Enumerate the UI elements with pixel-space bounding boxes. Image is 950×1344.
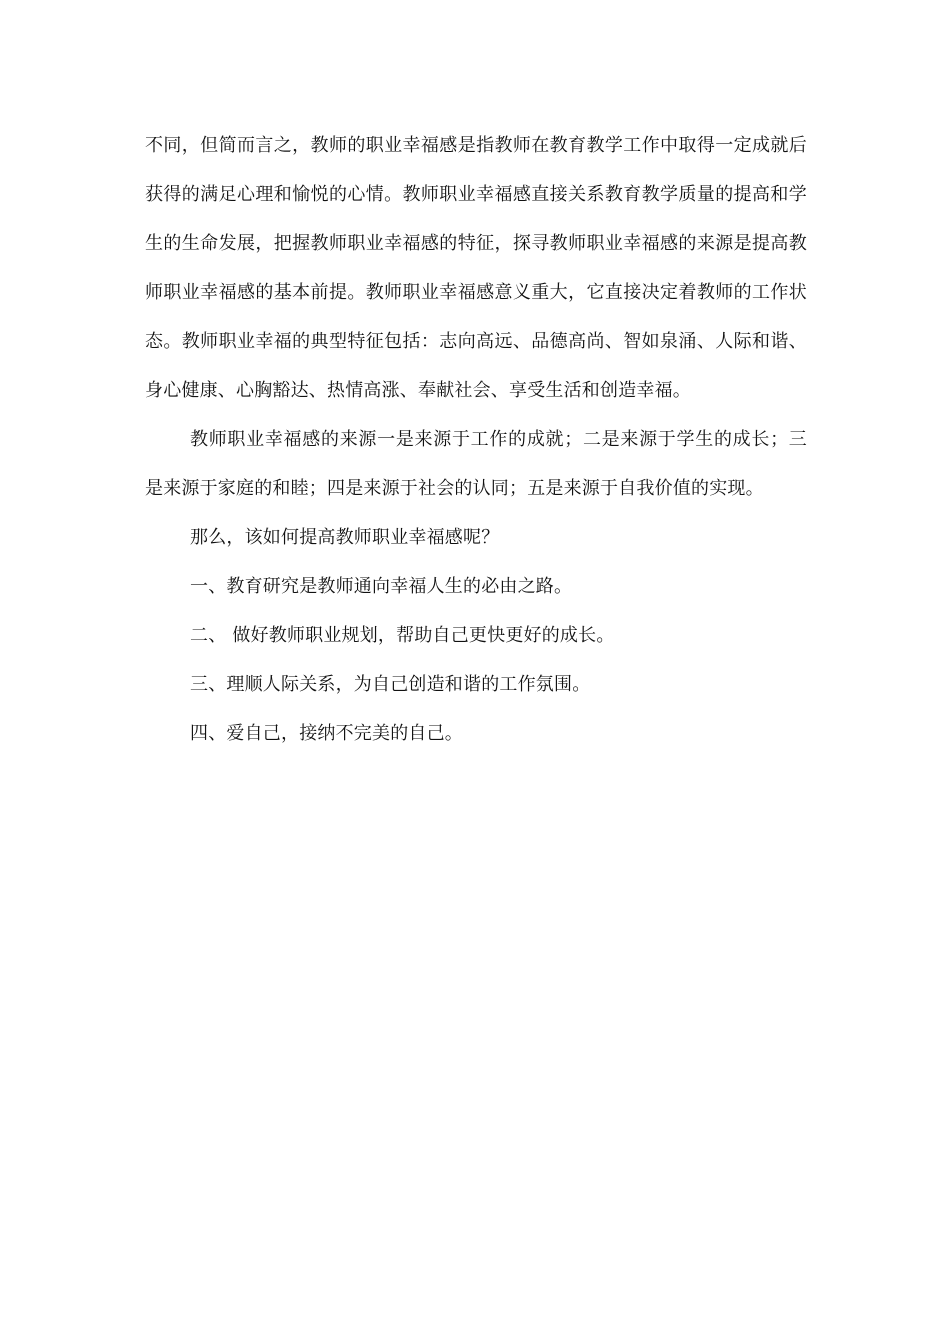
- paragraph-question: 那么，该如何提高教师职业幸福感呢？: [190, 527, 500, 548]
- list-item-four: 四、爱自己，接纳不完美的自己。: [190, 723, 463, 744]
- list-item-one: 一、教育研究是教师通向幸福人生的必由之路。: [190, 576, 573, 597]
- paragraph-happiness-definition: 不同，但简而言之，教师的职业幸福感是指教师在教育教学工作中取得一定成就后获得的满足心理和愉悦的心情。教师职业幸福感直接关系教育教学质量的提高和学生的生命发展，把握教师职业幸福感的特征，探寻教师职业幸福感的来源是提高教师职业幸福感的基本前提。教师职业幸福感意义重大，它直接决定着教师的工作状态。教师职业幸福的典型特征包括：志向高远、品德高尚、智如泉涌、人际和谐、身心健康、心胸豁达、热情高涨、奉献社会、享受生活和创造幸福。: [145, 135, 807, 401]
- list-item-three: 三、理顺人际关系，为自己创造和谐的工作氛围。: [190, 674, 591, 695]
- paragraph-happiness-sources: 教师职业幸福感的来源一是来源于工作的成就；二是来源于学生的成长；三是来源于家庭的和睦；四是来源于社会的认同；五是来源于自我价值的实现。: [145, 429, 807, 499]
- document-page: [145, 121, 807, 758]
- list-item-two: 二、 做好教师职业规划，帮助自己更快更好的成长。: [190, 625, 615, 646]
